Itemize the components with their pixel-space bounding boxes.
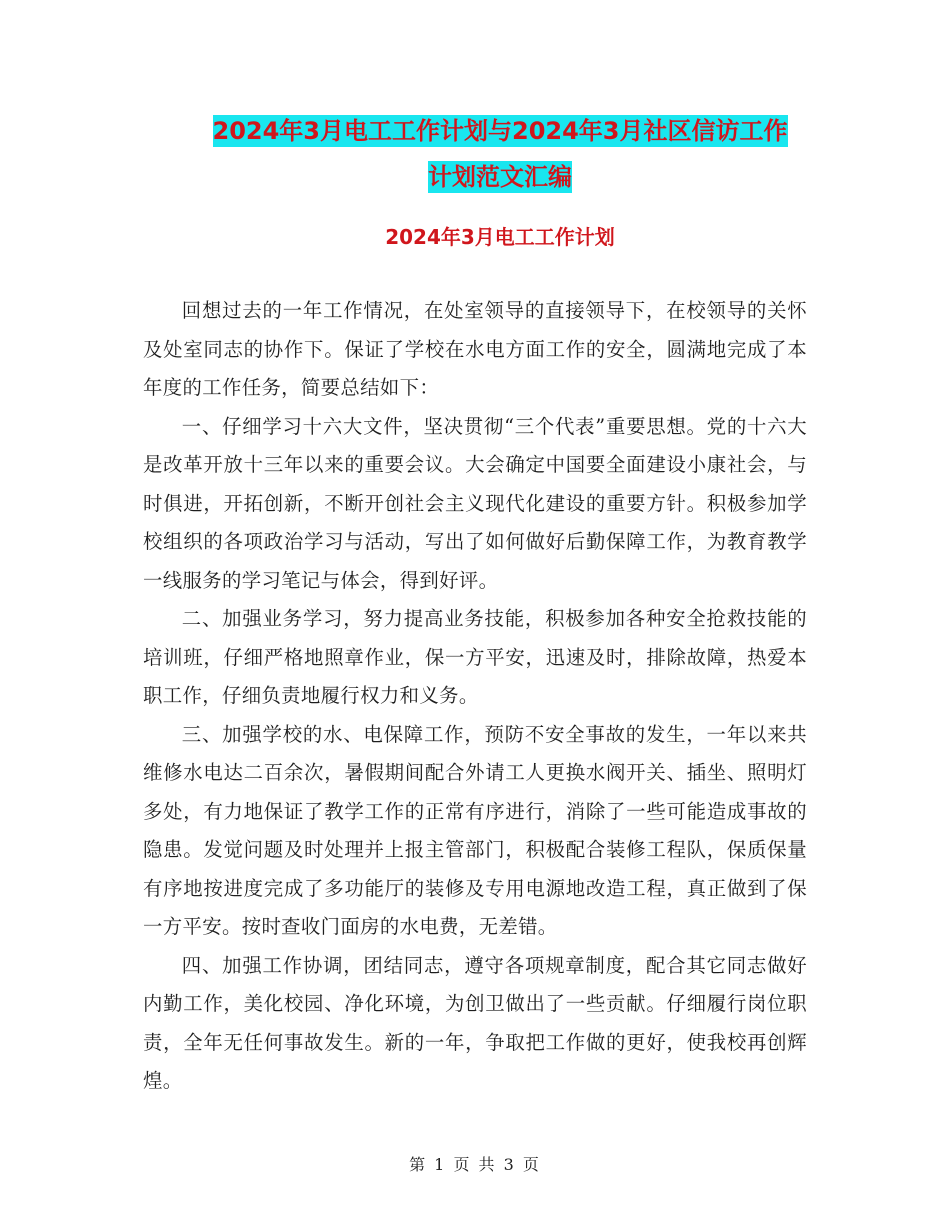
paragraph-4: 四、加强工作协调，团结同志，遵守各项规章制度，配合其它同志做好内勤工作，美化校园、净化环境，为创卫做出了一些贡献。仔细履行岗位职责，全年无任何事故发生。新的一年，争取把工作做的更好，使我校再创辉煌。 bbox=[143, 953, 807, 1092]
paragraph-3: 三、加强学校的水、电保障工作，预防不安全事故的发生，一年以来共维修水电达二百余次，暑假期间配合外请工人更换水阀开关、插坐、照明灯多处，有力地保证了教学工作的正常有序进行，消除了一些可能造成事故的隐患。发觉问题及时处理并上报主管部门，积极配合装修工程队，保质保量有序地按进度完成了多功能厅的装修及专用电源地改造工程，真正做到了保一方平安。按时查收门面房的水电费，无差错。 bbox=[143, 722, 807, 938]
paragraph-2: 二、加强业务学习，努力提高业务技能，积极参加各种安全抢救技能的培训班，仔细严格地照章作业，保一方平安，迅速及时，排除故障，热爱本职工作，仔细负责地履行权力和义务。 bbox=[143, 607, 807, 707]
document-title bbox=[140, 108, 860, 200]
body-text bbox=[143, 292, 807, 1101]
paragraph-intro: 回想过去的一年工作情况，在处室领导的直接领导下，在校领导的关怀及处室同志的协作下。保证了学校在水电方面工作的安全，圆满地完成了本年度的工作任务，简要总结如下： bbox=[143, 299, 807, 399]
document-title-line-2: 计划范文汇编 bbox=[428, 163, 572, 191]
document-title-line-1: 2024年3月电工工作计划与2024年3月社区信访工作 bbox=[212, 117, 788, 145]
section-title: 2024年3月电工工作计划 bbox=[385, 225, 615, 249]
paragraph-1: 一、仔细学习十六大文件，坚决贯彻“三个代表”重要思想。党的十六大是改革开放十三年以来的重要会议。大会确定中国要全面建设小康社会，与时俱进，开拓创新，不断开创社会主义现代化建设的重要方针。积极参加学校组织的各项政治学习与活动，写出了如何做好后勤保障工作，为教育教学一线服务的学习笔记与体会，得到好评。 bbox=[143, 414, 807, 592]
page-footer: 第 1 页 共 3 页 bbox=[409, 1155, 541, 1174]
